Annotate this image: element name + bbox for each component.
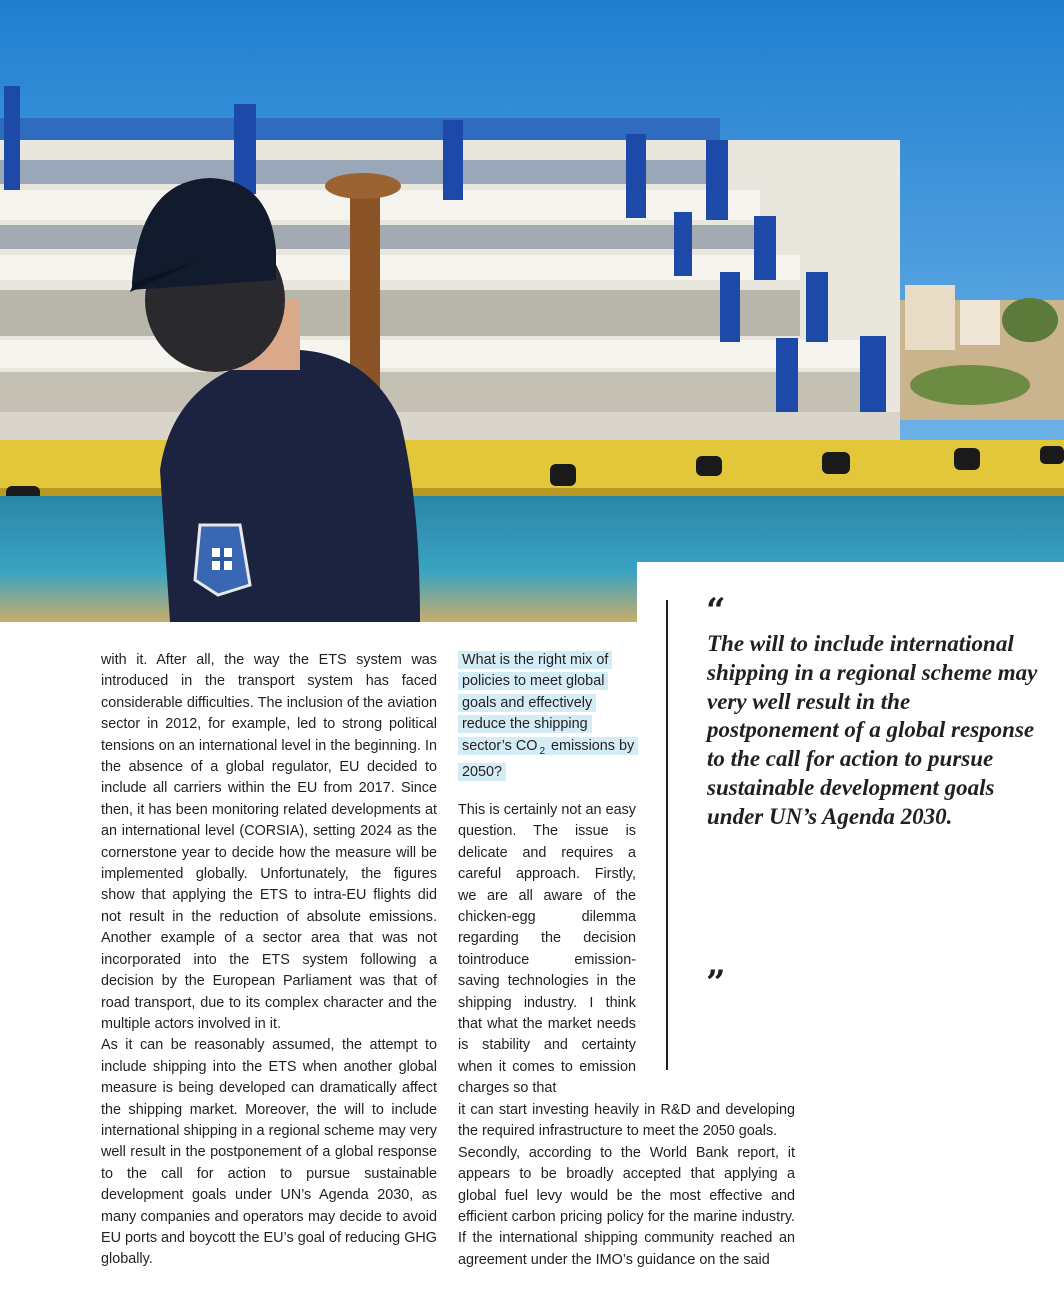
answer-wide-part: it can start investing heavily in R&D and developing the required infrastructure to meet the 2050 goals. [458, 1102, 795, 1140]
interview-question [458, 650, 638, 783]
answer-column-part: This is certainly not an easy question. The issue is delicate and requires a careful approach. Firstly, we are all aware of the chicken-egg dilemma regarding the decision tointroduce emission-saving technologies in the shipping industry. I think that what the market needs is stability and certainty when it comes to emission charges so that [458, 802, 636, 1097]
close-quote-icon: ” [706, 963, 726, 1003]
left-column [101, 650, 437, 1271]
pull-quote-divider [666, 600, 668, 1070]
question-subscript: 2 [539, 745, 546, 757]
harbor-officer-photo-icon [0, 0, 1064, 622]
question-text-after: emissions by 2050? [462, 737, 635, 780]
open-quote-icon: “ [706, 591, 726, 631]
left-paragraph-2: As it can be reasonably assumed, the attempt to include shipping into the ETS when another global measure is being developed can dramatically affect the shipping market. Moreover, the will to include international shipping in a regional scheme may very well result in the postponement of a global response to the call for action to pursue sustainable development goals under UN’s Agenda 2030, as many companies and operators may decide to avoid EU ports and boycott the EU’s goal of reducing GHG globally. [101, 1037, 437, 1268]
pull-quote-text: The will to include international shipping in a regional scheme may very well result in the postponement of a global response to the call for action to pursue sustainable development goals under UN’s Agenda 2030. [707, 631, 1038, 829]
answer-continuation [458, 1100, 795, 1271]
answer-paragraph-2: Secondly, according to the World Bank report, it appears to be broadly accepted that applying a global fuel levy would be the most effective and efficient carbon pricing policy for the marine industry. If the international shipping community reached an agreement under the IMO’s guidance on the said [458, 1144, 795, 1268]
question-text-before: What is the right mix of policies to meet global goals and effectively reduce the shipping sector’s CO [462, 652, 609, 754]
harbor-photo [0, 0, 1064, 622]
left-paragraph-1: with it. After all, the way the ETS system was introduced in the transport system has faced considerable difficulties. The inclusion of the aviation sector in 2012, for example, led to strong political tensions on an international level in the beginning. In the absence of a global regulator, EU decided to include all carriers within the EU from 2017. Since then, it has been monitoring related developments at an international level (CORSIA), setting 2024 as the cornerstone year to decide how the measure will be implemented globally. Unfortunately, the figures show that applying the ETS to intra-EU flights did not result in the reduction of absolute emissions. Another example of a sector area that was not incorporated into the ETS system following a decision by the European Parliament was that of road transport, due to its complex character and the multiple actors involved in it. [101, 652, 437, 1032]
